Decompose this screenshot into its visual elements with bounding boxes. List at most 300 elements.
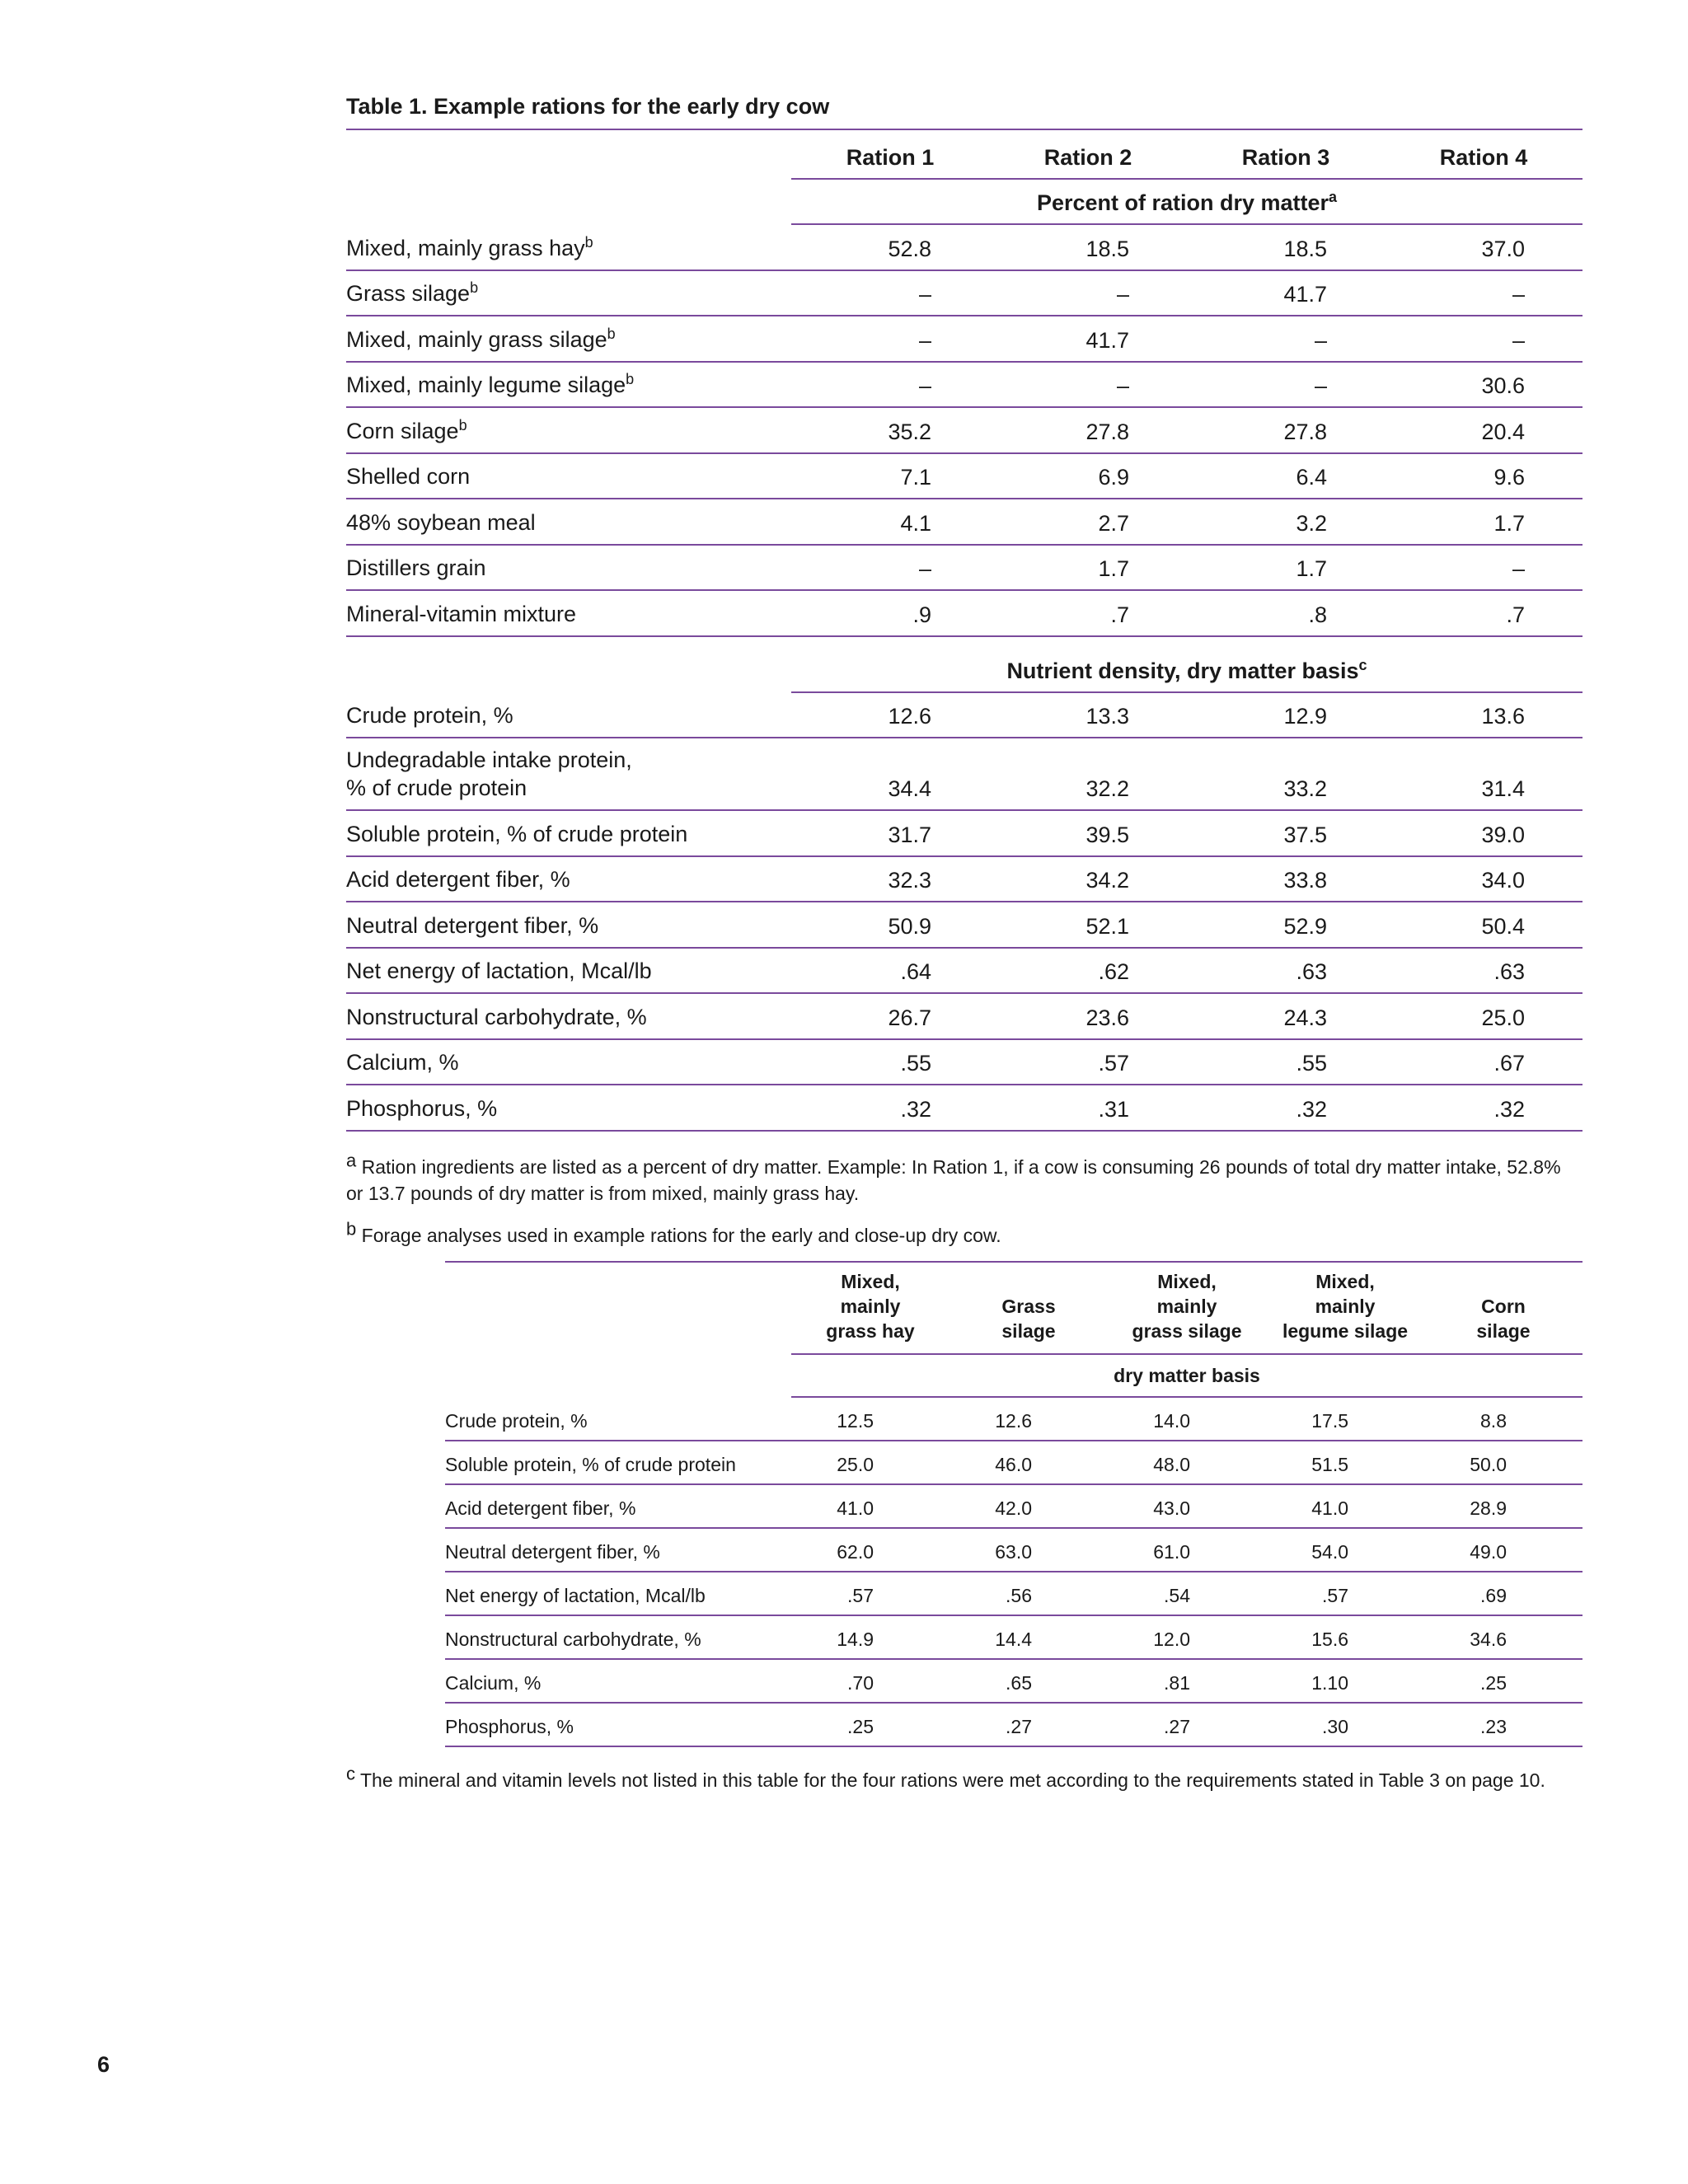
table-row [346,1040,1582,1086]
table-cell [1385,704,1582,729]
table-cell [989,373,1187,399]
cell-value: 34.6 [1470,1629,1507,1650]
cell-value: .27 [1006,1716,1032,1737]
table-cell [1187,1051,1385,1076]
table-cell [989,704,1187,729]
table-cell [1424,1629,1582,1651]
cell-value: 49.0 [1470,1541,1507,1563]
table-cell [1385,328,1582,354]
cell-value: 32.2 [1085,776,1129,801]
table-cell [989,1051,1187,1076]
cell-value: 4.1 [900,510,931,536]
table-cell [989,511,1187,537]
table-row [346,363,1582,409]
cell-value: .63 [1493,959,1525,984]
table-cell [1385,282,1582,307]
row-label [346,234,791,262]
table-cell [1385,1051,1582,1076]
cell-value: .55 [900,1051,931,1076]
cell-value: 6.4 [1296,465,1327,490]
cell-value: .32 [1493,1096,1525,1122]
table-row [445,1398,1582,1441]
column-header-line: Mixed, [1157,1271,1217,1292]
cell-value: 1.10 [1311,1672,1348,1694]
page-number: 6 [97,2052,110,2077]
table-cell [1187,868,1385,893]
table-cell [1108,1410,1266,1432]
table-cell [989,465,1187,490]
table-cell [950,1585,1108,1607]
cell-value: 50.9 [888,913,931,939]
row-label-text: Distillers grain [346,555,486,580]
table-row [445,1529,1582,1572]
table-cell [1385,823,1582,848]
cell-value: 41.7 [1085,327,1129,353]
cell-value: 27.8 [1085,419,1129,444]
ingredient-rows [346,225,1582,637]
table-cell [989,282,1187,307]
row-label: Phosphorus, % [445,1716,574,1737]
row-label [346,1003,791,1031]
cell-value: 31.7 [888,822,931,847]
table-cell [989,1005,1187,1031]
table-cell [1108,1541,1266,1563]
table-cell [1385,1097,1582,1122]
table-cell [950,1410,1108,1432]
table-row [346,811,1582,857]
table-row [346,225,1582,271]
row-label [346,820,791,848]
cell-value: 33.8 [1283,868,1327,893]
footnote-mark: b [584,233,593,251]
cell-value: .32 [1296,1096,1327,1122]
table-cell [791,1541,950,1563]
footnote-mark: b [470,279,479,296]
column-header: Ration 1 [846,145,935,170]
cell-value: 20.4 [1481,419,1525,444]
table-cell [791,914,989,940]
table-row [346,902,1582,949]
cell-value: 34.2 [1085,868,1129,893]
table-row [346,857,1582,903]
table-cell [989,602,1187,628]
cell-value: .64 [900,959,931,984]
cell-value: .67 [1493,1051,1525,1076]
table-row [346,499,1582,546]
cell-value: 41.7 [1283,282,1327,307]
cell-value: – [1116,282,1129,307]
table-cell [791,419,989,445]
table-cell [1385,776,1582,802]
cell-value: 1.7 [1493,510,1525,536]
table-cell [989,959,1187,985]
cell-value: .7 [1506,602,1525,627]
table-cell [791,1585,950,1607]
cell-value: 42.0 [995,1497,1032,1519]
cell-value: – [1512,556,1525,581]
cell-value: 12.6 [888,704,931,729]
cell-value: .30 [1322,1716,1348,1737]
cell-value: 6.9 [1098,465,1129,490]
table-cell [1424,1541,1582,1563]
section-heading: Percent of ration dry matter$^a$ [791,180,1582,225]
table-cell [950,1541,1108,1563]
cell-value: 25.0 [837,1454,874,1475]
table-cell [791,1097,989,1122]
row-label [346,462,791,490]
table-cell [791,868,989,893]
cell-value: 37.0 [1481,236,1525,261]
table-row [346,271,1582,317]
cell-value: 62.0 [837,1541,874,1563]
cell-value: .63 [1296,959,1327,984]
cell-value: 39.0 [1481,822,1525,847]
table-cell [1187,959,1385,985]
footnote-mark: b [458,416,467,434]
cell-value: 1.7 [1098,556,1129,581]
table-cell [1266,1454,1424,1476]
row-label: Crude protein, % [445,1410,588,1432]
cell-value: 8.8 [1480,1410,1507,1432]
cell-value: 27.8 [1283,419,1327,444]
table-cell [1424,1497,1582,1520]
column-header [1424,1294,1582,1343]
cell-value: – [1314,373,1327,398]
cell-value: 2.7 [1098,510,1129,536]
footnote-mark: b [607,325,616,342]
row-label-text: Mixed, mainly legume silage [346,373,626,397]
footnote-mark: b [626,371,635,387]
cell-value: 18.5 [1085,236,1129,261]
table-cell [1424,1585,1582,1607]
cell-value: .25 [847,1716,874,1737]
cell-value: 63.0 [995,1541,1032,1563]
cell-value: 39.5 [1085,822,1129,847]
row-label [346,509,791,537]
row-label [346,746,791,802]
cell-value: 13.6 [1481,704,1525,729]
column-header-line: mainly [1315,1296,1376,1317]
table-cell [1266,1672,1424,1694]
table-cell [989,419,1187,445]
cell-value: 52.1 [1085,913,1129,939]
cell-value: – [1512,282,1525,307]
table-cell [1424,1410,1582,1432]
table-cell [791,704,989,729]
table-cell [1385,373,1582,399]
row-label: Calcium, % [445,1672,542,1694]
table-cell [1424,1672,1582,1694]
forage-analysis-table [445,1261,1582,1747]
table-cell [1187,465,1385,490]
cell-value: – [1314,327,1327,353]
cell-value: .9 [912,602,931,627]
cell-value: .7 [1110,602,1129,627]
cell-value: 33.2 [1283,776,1327,801]
cell-value: – [918,327,931,353]
table-cell [950,1629,1108,1651]
table-cell [791,1454,950,1476]
row-label [346,554,791,582]
cell-value: 32.3 [888,868,931,893]
table-cell [791,556,989,582]
row-label-text: Soluble protein, % of crude protein [346,821,688,846]
row-label-text: Phosphorus, % [346,1095,498,1121]
table-cell [950,1672,1108,1694]
table-cell [1424,1716,1582,1738]
cell-value: .56 [1006,1585,1032,1606]
table-cell [1424,1454,1582,1476]
cell-value: .65 [1006,1672,1032,1694]
cell-value: 31.4 [1481,776,1525,801]
table-row [346,949,1582,995]
cell-value: .54 [1164,1585,1190,1606]
table-cell [1266,1716,1424,1738]
row-label-text: Corn silage [346,418,459,443]
row-label-text: Neutral detergent fiber, % [346,912,599,938]
ration-header-row [346,129,1582,178]
table-cell [1187,602,1385,628]
column-header-line: mainly [840,1296,901,1317]
cell-value: .57 [1322,1585,1348,1606]
table-row [346,1085,1582,1132]
table-cell [1385,1005,1582,1031]
row-label [346,701,791,729]
row-label-text: Mixed, mainly grass hay [346,235,585,260]
table-cell [1266,1585,1424,1607]
column-header-line: legume silage [1282,1320,1409,1342]
table-row [445,1441,1582,1485]
table-cell [989,237,1187,262]
cell-value: 12.9 [1283,704,1327,729]
row-label: Acid detergent fiber, % [445,1497,636,1519]
table-cell [1108,1585,1266,1607]
cell-value: 18.5 [1283,236,1327,261]
table-cell [1266,1629,1424,1651]
cell-value: .57 [1098,1051,1129,1076]
table-cell [791,1051,989,1076]
column-header-line: Grass [1001,1296,1056,1317]
cell-value: .25 [1480,1672,1507,1694]
cell-value: .70 [847,1672,874,1694]
cell-value: .32 [900,1096,931,1122]
row-label-text: Calcium, % [346,1050,459,1075]
cell-value: 34.4 [888,776,931,801]
table-cell [791,282,989,307]
cell-value: 50.4 [1481,913,1525,939]
table-cell [1187,1097,1385,1122]
column-header-line: silage [1001,1320,1056,1342]
cell-value: 52.8 [888,236,931,261]
table-cell [791,373,989,399]
table-cell [950,1716,1108,1738]
row-label-text: Shelled corn [346,464,471,489]
cell-value: 12.5 [837,1410,874,1432]
table-cell [1108,1497,1266,1520]
column-header-line: grass silage [1132,1320,1242,1342]
row-label [346,957,791,985]
table-cell [1187,776,1385,802]
table-cell [1385,959,1582,985]
footnote-c: $^c$ The mineral and vitamin levels not listed in this table for the four rations were met according to the requirements stated in Table 3 on page 10. [346,1763,1545,1791]
column-header-line: Corn [1481,1296,1526,1317]
cell-value: .69 [1480,1585,1507,1606]
table-cell [1385,914,1582,940]
row-label [346,371,791,399]
table-cell [989,868,1187,893]
table-cell [791,823,989,848]
column-header: Ration 3 [1241,145,1330,170]
cell-value: 35.2 [888,419,931,444]
column-header: Ration 4 [1439,145,1528,170]
table-cell [1385,419,1582,445]
table-row [346,408,1582,454]
table-cell [1385,511,1582,537]
table-cell [1108,1672,1266,1694]
table-row [346,693,1582,739]
ration-table [346,129,1582,1132]
cell-value: 37.5 [1283,822,1327,847]
row-label-text: Crude protein, % [346,703,513,728]
column-header [791,1269,950,1343]
cell-value: – [1512,327,1525,353]
cell-value: 17.5 [1311,1410,1348,1432]
table-cell [1266,1410,1424,1432]
table-cell [1187,237,1385,262]
row-label: Net energy of lactation, Mcal/lb [445,1585,706,1606]
row-label-text: Acid detergent fiber, % [346,867,570,892]
cell-value: 13.3 [1085,704,1129,729]
cell-value: .81 [1164,1672,1190,1694]
column-header [950,1294,1108,1343]
nutrient-rows [346,693,1582,1132]
table-row [346,591,1582,637]
row-label [346,417,791,445]
table-row [445,1572,1582,1616]
cell-value: – [918,556,931,581]
cell-value: 43.0 [1153,1497,1190,1519]
table-cell [1187,373,1385,399]
column-header [1108,1269,1266,1343]
section-heading: dry matter basis [791,1355,1582,1398]
table-cell [1187,823,1385,848]
table-cell [989,328,1187,354]
table-cell [1108,1454,1266,1476]
column-header-line: grass hay [826,1320,915,1342]
table-cell [950,1497,1108,1520]
row-label-text: Grass silage [346,281,471,306]
table-cell [1187,328,1385,354]
footnote-b: $^b$ Forage analyses used in example rations for the early and close-up dry cow. [346,1218,1001,1246]
row-label [346,326,791,354]
row-label [346,912,791,940]
table-cell [1385,465,1582,490]
table-cell [989,914,1187,940]
table-row [346,738,1582,811]
cell-value: 25.0 [1481,1005,1525,1030]
cell-value: 30.6 [1481,373,1525,398]
row-label-text: Undegradable intake protein, [346,748,632,772]
cell-value: 34.0 [1481,868,1525,893]
table-cell [791,1497,950,1520]
column-header-line: Mixed, [841,1271,900,1292]
table-cell [989,556,1187,582]
table-cell [791,1672,950,1694]
row-label [346,279,791,307]
row-label-text: Mineral-vitamin mixture [346,601,577,626]
cell-value: .55 [1296,1051,1327,1076]
table-row [445,1704,1582,1747]
column-header: Ration 2 [1043,145,1132,170]
column-header-line: silage [1476,1320,1531,1342]
column-header-line: Mixed, [1315,1271,1375,1292]
cell-value: 23.6 [1085,1005,1129,1030]
table-cell [1187,914,1385,940]
table-cell [1266,1541,1424,1563]
cell-value: 26.7 [888,1005,931,1030]
row-label: Soluble protein, % of crude protein [445,1454,736,1475]
table-cell [791,1005,989,1031]
table-cell [1266,1497,1424,1520]
forage-header-row [791,1263,1582,1353]
table-cell [791,465,989,490]
table-cell [1187,1005,1385,1031]
cell-value: 41.0 [837,1497,874,1519]
table-cell [1108,1629,1266,1651]
cell-value: – [918,282,931,307]
table-cell [1187,556,1385,582]
table-cell [791,237,989,262]
table-row [346,454,1582,500]
table-cell [1187,511,1385,537]
cell-value: 50.0 [1470,1454,1507,1475]
section-heading: Nutrient density, dry matter basis$^c$ [791,637,1582,693]
cell-value: 24.3 [1283,1005,1327,1030]
table-cell [1385,556,1582,582]
row-label: Neutral detergent fiber, % [445,1541,660,1563]
table-cell [1385,868,1582,893]
table-cell [1108,1716,1266,1738]
forage-rows [445,1398,1582,1747]
row-label [346,1094,791,1122]
cell-value: 51.5 [1311,1454,1348,1475]
table-cell [950,1454,1108,1476]
row-label [346,1048,791,1076]
cell-value: 28.9 [1470,1497,1507,1519]
row-label [346,865,791,893]
row-label-text: 48% soybean meal [346,509,536,535]
table-cell [1187,704,1385,729]
cell-value: 54.0 [1311,1541,1348,1563]
table-cell [791,328,989,354]
table-cell [791,602,989,628]
row-label: Nonstructural carbohydrate, % [445,1629,701,1650]
table-row [445,1660,1582,1704]
table-cell [791,511,989,537]
cell-value: .62 [1098,959,1129,984]
cell-value: 48.0 [1153,1454,1190,1475]
table-cell [791,1716,950,1738]
cell-value: 14.9 [837,1629,874,1650]
row-label-text: Net energy of lactation, Mcal/lb [346,958,652,983]
table-cell [791,776,989,802]
cell-value: 46.0 [995,1454,1032,1475]
cell-value: 12.0 [1153,1629,1190,1650]
column-header [1266,1269,1424,1343]
table-cell [989,1097,1187,1122]
cell-value: .31 [1098,1096,1129,1122]
table-cell [1187,419,1385,445]
